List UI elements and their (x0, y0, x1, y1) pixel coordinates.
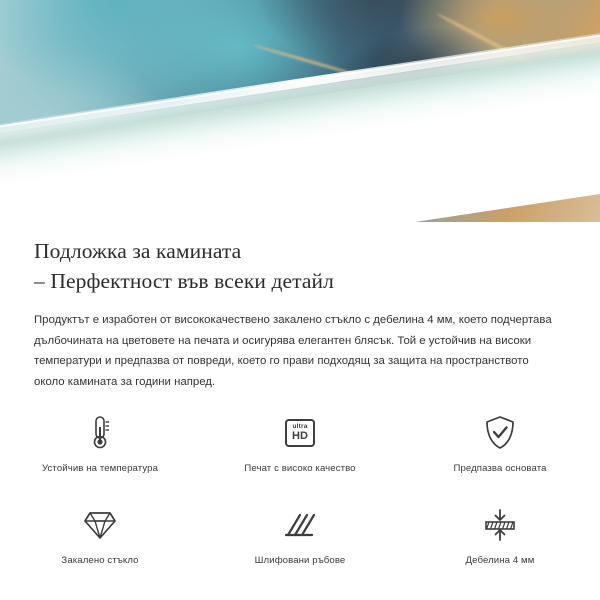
feature-grid (0, 404, 600, 566)
feature-label: Предпазва основата (453, 463, 547, 474)
feature-item-thickness (400, 496, 600, 566)
polished-edges-icon (277, 502, 323, 548)
hero-product-image (0, 0, 600, 222)
feature-item-print-quality (200, 404, 400, 474)
feature-label: Устойчив на температура (41, 463, 159, 474)
page-title (0, 222, 600, 296)
feature-label: Дебелина 4 мм (465, 555, 535, 566)
feature-item-polished-edges (200, 496, 400, 566)
feature-item-tempered-glass (0, 496, 200, 566)
feature-label: Закалено стъкло (61, 555, 139, 566)
ultra-hd-icon: ultra HD (277, 410, 323, 456)
feature-item-protection (400, 404, 600, 474)
thickness-icon (477, 502, 523, 548)
description-paragraph: Продуктът е изработен от висококачествено закалено стъкло с дебелина 4 мм, което подчертава дълбочината на цветовете на печата и осигурява елегантен блясък. Той е устойчив на високи температури и предпазва от повреди, което го прави подходящ за защита на пространството около камината за години напред. (34, 314, 552, 388)
headline-line-2: – Перфектност във всеки детайл (34, 269, 334, 293)
thermometer-icon (77, 410, 123, 456)
feature-label: Шлифовани ръбове (254, 555, 346, 566)
description-content (0, 222, 600, 392)
diamond-icon (77, 502, 123, 548)
shield-check-icon (477, 410, 523, 456)
headline-line-1: Подложка за камината (34, 239, 242, 263)
feature-row-1 (0, 404, 600, 474)
feature-label: Печат с високо качество (244, 463, 356, 474)
feature-item-temperature (0, 404, 200, 474)
feature-row-2 (0, 496, 600, 566)
